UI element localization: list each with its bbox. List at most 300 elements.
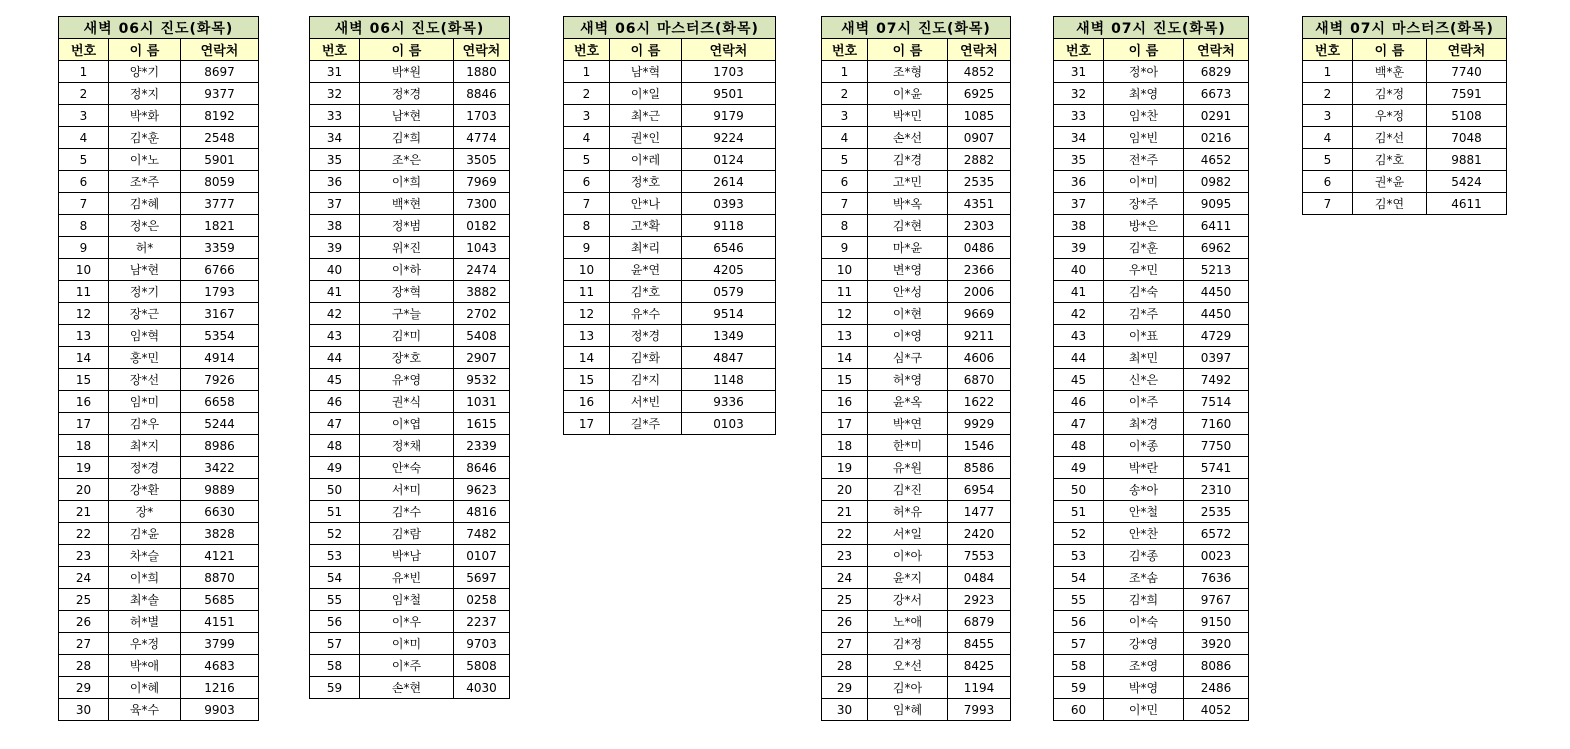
row-number: 23 [59, 545, 109, 567]
member-name: 변*영 [868, 259, 948, 281]
member-name: 김*윤 [109, 523, 181, 545]
table-row [564, 171, 776, 193]
member-name: 안*찬 [1104, 523, 1184, 545]
member-name: 이*엽 [360, 413, 454, 435]
contact-number: 0291 [1184, 105, 1249, 127]
member-name: 오*선 [868, 655, 948, 677]
contact-number: 8986 [181, 435, 259, 457]
table-row [1054, 237, 1249, 259]
member-name: 김*람 [360, 523, 454, 545]
member-name: 박*화 [109, 105, 181, 127]
member-name: 이*민 [1104, 699, 1184, 721]
roster-table-4 [821, 16, 1011, 721]
contact-number: 4606 [948, 347, 1011, 369]
row-number: 46 [1054, 391, 1104, 413]
row-number: 47 [310, 413, 360, 435]
roster-table-1 [58, 16, 259, 721]
contact-number: 2006 [948, 281, 1011, 303]
contact-number: 4683 [181, 655, 259, 677]
row-number: 30 [59, 699, 109, 721]
member-name: 김*우 [109, 413, 181, 435]
row-number: 21 [822, 501, 868, 523]
contact-number: 3920 [1184, 633, 1249, 655]
contact-number: 1615 [454, 413, 510, 435]
member-name: 남*혁 [610, 61, 682, 83]
member-name: 최*경 [1104, 413, 1184, 435]
member-name: 안*나 [610, 193, 682, 215]
member-name: 이*종 [1104, 435, 1184, 457]
table-row [1054, 105, 1249, 127]
member-name: 김*정 [868, 633, 948, 655]
member-name: 최*근 [610, 105, 682, 127]
contact-number: 1194 [948, 677, 1011, 699]
contact-number: 4611 [1427, 193, 1507, 215]
table-row [564, 369, 776, 391]
table-row [822, 699, 1011, 721]
table-row [564, 61, 776, 83]
table-row [1054, 127, 1249, 149]
contact-number: 9767 [1184, 589, 1249, 611]
table-row [822, 325, 1011, 347]
table-title: 새벽 07시 마스터즈(화목) [1303, 17, 1507, 39]
member-name: 박*옥 [868, 193, 948, 215]
row-number: 5 [822, 149, 868, 171]
member-name: 김*훈 [1104, 237, 1184, 259]
member-name: 방*은 [1104, 215, 1184, 237]
table-row [59, 193, 259, 215]
column-header-name: 이 름 [610, 39, 682, 61]
row-number: 17 [59, 413, 109, 435]
contact-number: 4450 [1184, 281, 1249, 303]
member-name: 최*지 [109, 435, 181, 457]
member-name: 임*철 [360, 589, 454, 611]
row-number: 34 [1054, 127, 1104, 149]
row-number: 15 [59, 369, 109, 391]
table-row [564, 325, 776, 347]
column-header-contact: 연락처 [948, 39, 1011, 61]
row-number: 20 [59, 479, 109, 501]
contact-number: 0258 [454, 589, 510, 611]
member-name: 이*우 [360, 611, 454, 633]
contact-number: 9889 [181, 479, 259, 501]
contact-number: 7591 [1427, 83, 1507, 105]
row-number: 56 [310, 611, 360, 633]
member-name: 장*선 [109, 369, 181, 391]
member-name: 유*빈 [360, 567, 454, 589]
roster-table-6 [1302, 16, 1507, 215]
row-number: 24 [822, 567, 868, 589]
contact-number: 8586 [948, 457, 1011, 479]
member-name: 허* [109, 237, 181, 259]
member-name: 박*란 [1104, 457, 1184, 479]
row-number: 6 [59, 171, 109, 193]
member-name: 고*확 [610, 215, 682, 237]
row-number: 49 [1054, 457, 1104, 479]
table-row [822, 105, 1011, 127]
row-number: 4 [59, 127, 109, 149]
row-number: 14 [822, 347, 868, 369]
column-header-number: 번호 [310, 39, 360, 61]
table-row [59, 347, 259, 369]
table-row [1054, 699, 1249, 721]
member-name: 김*혜 [109, 193, 181, 215]
row-number: 17 [822, 413, 868, 435]
member-name: 백*훈 [1353, 61, 1427, 83]
member-name: 김*화 [610, 347, 682, 369]
contact-number: 0103 [682, 413, 776, 435]
table-row [59, 171, 259, 193]
table-row [1054, 215, 1249, 237]
contact-number: 0216 [1184, 127, 1249, 149]
table-row [1054, 171, 1249, 193]
row-number: 12 [59, 303, 109, 325]
contact-number: 3882 [454, 281, 510, 303]
row-number: 13 [59, 325, 109, 347]
contact-number: 7482 [454, 523, 510, 545]
column-header-number: 번호 [1054, 39, 1104, 61]
row-number: 11 [564, 281, 610, 303]
contact-number: 9336 [682, 391, 776, 413]
row-number: 8 [59, 215, 109, 237]
row-number: 32 [1054, 83, 1104, 105]
table-row [1054, 325, 1249, 347]
row-number: 57 [1054, 633, 1104, 655]
table-row [564, 193, 776, 215]
contact-number: 6962 [1184, 237, 1249, 259]
member-name: 유*영 [360, 369, 454, 391]
row-number: 50 [1054, 479, 1104, 501]
row-number: 42 [1054, 303, 1104, 325]
contact-number: 8846 [454, 83, 510, 105]
member-name: 우*민 [1104, 259, 1184, 281]
row-number: 55 [310, 589, 360, 611]
contact-number: 1031 [454, 391, 510, 413]
row-number: 19 [59, 457, 109, 479]
member-name: 이*아 [868, 545, 948, 567]
contact-number: 7750 [1184, 435, 1249, 457]
table-row [1054, 193, 1249, 215]
member-name: 윤*연 [610, 259, 682, 281]
contact-number: 9150 [1184, 611, 1249, 633]
table-row [822, 303, 1011, 325]
table-row [1054, 259, 1249, 281]
row-number: 52 [1054, 523, 1104, 545]
member-name: 조*영 [1104, 655, 1184, 677]
table-row [564, 281, 776, 303]
table-row [59, 589, 259, 611]
table-row [59, 611, 259, 633]
row-number: 7 [822, 193, 868, 215]
contact-number: 6925 [948, 83, 1011, 105]
member-name: 임*빈 [1104, 127, 1184, 149]
contact-number: 1880 [454, 61, 510, 83]
member-name: 고*민 [868, 171, 948, 193]
row-number: 8 [822, 215, 868, 237]
row-number: 30 [822, 699, 868, 721]
table-row [822, 567, 1011, 589]
table-row [1054, 677, 1249, 699]
contact-number: 3422 [181, 457, 259, 479]
contact-number: 7740 [1427, 61, 1507, 83]
row-number: 28 [59, 655, 109, 677]
row-number: 27 [59, 633, 109, 655]
member-name: 임*찬 [1104, 105, 1184, 127]
table-row [310, 127, 510, 149]
table-row [822, 655, 1011, 677]
row-number: 43 [1054, 325, 1104, 347]
member-name: 이*희 [360, 171, 454, 193]
table-title: 새벽 06시 진도(화목) [310, 17, 510, 39]
member-name: 구*늘 [360, 303, 454, 325]
member-name: 최*민 [1104, 347, 1184, 369]
table-row [564, 391, 776, 413]
contact-number: 0484 [948, 567, 1011, 589]
member-name: 허*영 [868, 369, 948, 391]
row-number: 26 [59, 611, 109, 633]
contact-number: 6411 [1184, 215, 1249, 237]
table-row [564, 127, 776, 149]
member-name: 박*원 [360, 61, 454, 83]
contact-number: 2366 [948, 259, 1011, 281]
table-row [310, 611, 510, 633]
row-number: 4 [822, 127, 868, 149]
table-row [1303, 105, 1507, 127]
table-title: 새벽 06시 마스터즈(화목) [564, 17, 776, 39]
row-number: 7 [59, 193, 109, 215]
row-number: 48 [1054, 435, 1104, 457]
column-header-number: 번호 [1303, 39, 1353, 61]
column-header-contact: 연락처 [454, 39, 510, 61]
member-name: 이*현 [868, 303, 948, 325]
row-number: 24 [59, 567, 109, 589]
table-row [310, 171, 510, 193]
table-row [59, 61, 259, 83]
table-row [1054, 501, 1249, 523]
member-name: 손*현 [360, 677, 454, 699]
contact-number: 4852 [948, 61, 1011, 83]
contact-number: 5244 [181, 413, 259, 435]
row-number: 36 [1054, 171, 1104, 193]
row-number: 25 [822, 589, 868, 611]
contact-number: 4205 [682, 259, 776, 281]
table-row [1054, 347, 1249, 369]
member-name: 안*숙 [360, 457, 454, 479]
contact-number: 4914 [181, 347, 259, 369]
member-name: 김*숙 [1104, 281, 1184, 303]
table-row [1303, 61, 1507, 83]
row-number: 55 [1054, 589, 1104, 611]
row-number: 43 [310, 325, 360, 347]
table-row [564, 215, 776, 237]
table-row [310, 281, 510, 303]
table-title: 새벽 06시 진도(화목) [59, 17, 259, 39]
table-row [1054, 83, 1249, 105]
table-row [564, 105, 776, 127]
row-number: 29 [59, 677, 109, 699]
row-number: 4 [564, 127, 610, 149]
table-row [59, 127, 259, 149]
contact-number: 6658 [181, 391, 259, 413]
row-number: 5 [564, 149, 610, 171]
row-number: 41 [1054, 281, 1104, 303]
row-number: 51 [310, 501, 360, 523]
row-number: 1 [564, 61, 610, 83]
row-number: 45 [310, 369, 360, 391]
member-name: 이*숙 [1104, 611, 1184, 633]
contact-number: 2486 [1184, 677, 1249, 699]
table-row [310, 61, 510, 83]
row-number: 35 [310, 149, 360, 171]
member-name: 이*희 [109, 567, 181, 589]
contact-number: 1622 [948, 391, 1011, 413]
column-header-number: 번호 [564, 39, 610, 61]
member-name: 정*경 [109, 457, 181, 479]
contact-number: 1546 [948, 435, 1011, 457]
row-number: 59 [310, 677, 360, 699]
table-row [1054, 149, 1249, 171]
row-number: 12 [564, 303, 610, 325]
contact-number: 8870 [181, 567, 259, 589]
table-row [564, 347, 776, 369]
table-row [822, 259, 1011, 281]
contact-number: 7926 [181, 369, 259, 391]
member-name: 김*경 [868, 149, 948, 171]
table-row [310, 677, 510, 699]
contact-number: 6630 [181, 501, 259, 523]
contact-number: 7636 [1184, 567, 1249, 589]
contact-number: 5354 [181, 325, 259, 347]
row-number: 5 [59, 149, 109, 171]
contact-number: 4351 [948, 193, 1011, 215]
member-name: 정*호 [610, 171, 682, 193]
contact-number: 5741 [1184, 457, 1249, 479]
member-name: 한*미 [868, 435, 948, 457]
table-row [1054, 391, 1249, 413]
member-name: 우*정 [1353, 105, 1427, 127]
contact-number: 7514 [1184, 391, 1249, 413]
row-number: 38 [310, 215, 360, 237]
table-row [59, 677, 259, 699]
member-name: 강*서 [868, 589, 948, 611]
contact-number: 1148 [682, 369, 776, 391]
row-number: 37 [1054, 193, 1104, 215]
row-number: 23 [822, 545, 868, 567]
member-name: 임*미 [109, 391, 181, 413]
contact-number: 9903 [181, 699, 259, 721]
row-number: 45 [1054, 369, 1104, 391]
member-name: 김*아 [868, 677, 948, 699]
table-row [59, 105, 259, 127]
table-row [59, 281, 259, 303]
row-number: 36 [310, 171, 360, 193]
member-name: 이*영 [868, 325, 948, 347]
contact-number: 5108 [1427, 105, 1507, 127]
row-number: 29 [822, 677, 868, 699]
table-row [59, 435, 259, 457]
member-name: 홍*민 [109, 347, 181, 369]
row-number: 44 [1054, 347, 1104, 369]
contact-number: 4816 [454, 501, 510, 523]
row-number: 58 [310, 655, 360, 677]
member-name: 강*영 [1104, 633, 1184, 655]
row-number: 53 [1054, 545, 1104, 567]
table-row [1054, 413, 1249, 435]
contact-number: 7300 [454, 193, 510, 215]
member-name: 정*지 [109, 83, 181, 105]
row-number: 12 [822, 303, 868, 325]
member-name: 안*성 [868, 281, 948, 303]
row-number: 44 [310, 347, 360, 369]
contact-number: 2420 [948, 523, 1011, 545]
table-row [1054, 61, 1249, 83]
member-name: 정*기 [109, 281, 181, 303]
table-row [310, 303, 510, 325]
table-row [564, 303, 776, 325]
row-number: 14 [59, 347, 109, 369]
member-name: 이*노 [109, 149, 181, 171]
table-row [822, 61, 1011, 83]
contact-number: 8697 [181, 61, 259, 83]
row-number: 33 [310, 105, 360, 127]
column-header-number: 번호 [822, 39, 868, 61]
row-number: 22 [59, 523, 109, 545]
row-number: 2 [564, 83, 610, 105]
table-row [1054, 303, 1249, 325]
table-row [1054, 567, 1249, 589]
row-number: 15 [822, 369, 868, 391]
table-row [822, 523, 1011, 545]
member-name: 김*진 [868, 479, 948, 501]
contact-number: 3167 [181, 303, 259, 325]
table-row [310, 523, 510, 545]
contact-number: 1477 [948, 501, 1011, 523]
member-name: 마*윤 [868, 237, 948, 259]
row-number: 1 [59, 61, 109, 83]
table-row [59, 545, 259, 567]
member-name: 서*미 [360, 479, 454, 501]
row-number: 48 [310, 435, 360, 457]
member-name: 정*채 [360, 435, 454, 457]
contact-number: 9501 [682, 83, 776, 105]
row-number: 3 [1303, 105, 1353, 127]
row-number: 10 [59, 259, 109, 281]
member-name: 정*아 [1104, 61, 1184, 83]
row-number: 11 [822, 281, 868, 303]
member-name: 이*미 [1104, 171, 1184, 193]
row-number: 53 [310, 545, 360, 567]
contact-number: 8455 [948, 633, 1011, 655]
row-number: 39 [1054, 237, 1104, 259]
table-row [310, 237, 510, 259]
table-row [1054, 435, 1249, 457]
member-name: 윤*지 [868, 567, 948, 589]
row-number: 26 [822, 611, 868, 633]
contact-number: 8425 [948, 655, 1011, 677]
row-number: 16 [59, 391, 109, 413]
table-row [1303, 127, 1507, 149]
column-header-name: 이 름 [360, 39, 454, 61]
table-row [822, 479, 1011, 501]
table-title: 새벽 07시 진도(화목) [1054, 17, 1249, 39]
row-number: 5 [1303, 149, 1353, 171]
contact-number: 3777 [181, 193, 259, 215]
member-name: 조*솜 [1104, 567, 1184, 589]
member-name: 박*영 [1104, 677, 1184, 699]
table-row [310, 369, 510, 391]
contact-number: 2882 [948, 149, 1011, 171]
member-name: 최*영 [1104, 83, 1184, 105]
table-row [310, 105, 510, 127]
